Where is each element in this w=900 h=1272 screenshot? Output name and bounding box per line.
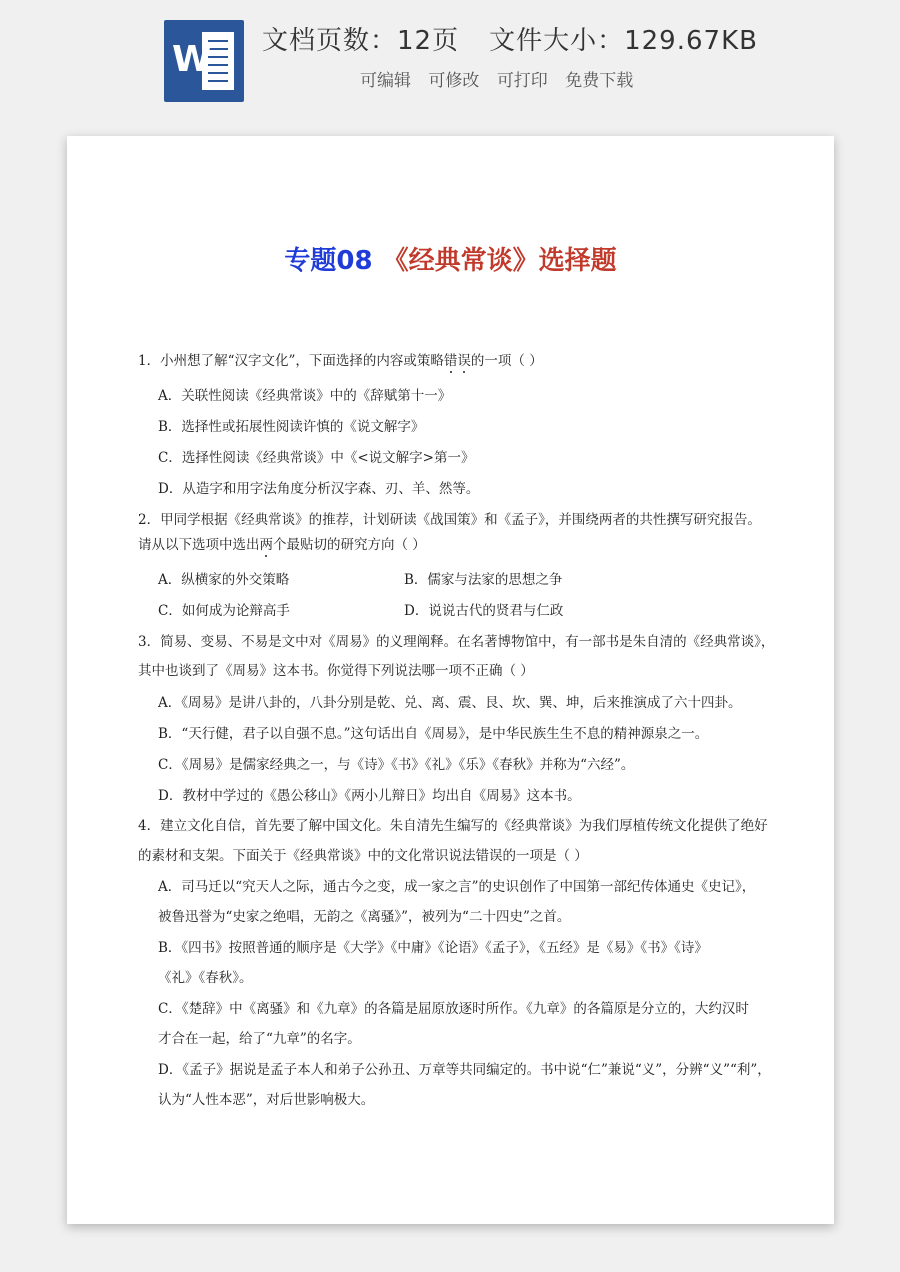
question-2-stem-line-1: 2．甲同学根据《经典常谈》的推荐，计划研读《战国策》和《孟子》，并围绕两者的共性撰写研究报告。 xyxy=(138,512,761,528)
question-4-option-b-line-2: 《礼》《春秋》。 xyxy=(158,970,253,986)
question-4-stem-line-2: 的素材和支架。下面关于《经典常谈》中的文化常识说法错误的一项是（ ） xyxy=(138,848,588,864)
question-3-option-b: B．“天行健，君子以自强不息。”这句话出自《周易》，是中华民族生生不息的精神源泉之一。 xyxy=(158,726,709,742)
question-4-option-a-line-1: A．司马迁以“究天人之际，通古今之变，成一家之言”的史识创作了中国第一部纪传体通史《史记》， xyxy=(158,879,756,895)
page-count: 文档页数：12页 xyxy=(262,26,460,56)
question-1-stem: 1．小州想了解“汉字文化”，下面选择的内容或策略错误的一项（ ） xyxy=(138,353,543,369)
question-3-option-a: A．《周易》是讲八卦的，八卦分别是乾、兑、离、震、艮、坎、巽、坤，后来推演成了六十四卦。 xyxy=(158,695,742,711)
word-doc-icon xyxy=(164,20,244,102)
feature-modifiable: 可修改 xyxy=(428,71,480,91)
header-banner xyxy=(0,0,900,130)
question-4-option-d-line-1: D．《孟子》据说是孟子本人和弟子公孙丑、万章等共同编定的。书中说“仁”兼说“义”，分辨“义”“利”， xyxy=(158,1062,771,1078)
file-size: 文件大小：129.67KB xyxy=(489,26,758,56)
document-page xyxy=(67,136,834,1224)
question-4-stem-line-1: 4．建立文化自信，首先要了解中国文化。朱自清先生编写的《经典常谈》为我们厚植传统文化提供了绝好 xyxy=(138,818,768,834)
question-3-stem-line-2: 其中也谈到了《周易》这本书。你觉得下列说法哪一项不正确（ ） xyxy=(138,663,534,679)
question-4-option-c-line-1: C．《楚辞》中《离骚》和《九章》的各篇是屈原放逐时所作。《九章》的各篇原是分立的，大约汉时 xyxy=(158,1001,749,1017)
feature-list xyxy=(360,66,645,91)
question-2-option-a: A．纵横家的外交策略 xyxy=(158,572,290,588)
question-3-option-c: C．《周易》是儒家经典之一，与《诗》《书》《礼》《乐》《春秋》并称为“六经”。 xyxy=(158,757,635,773)
question-4-option-d-line-2: 认为“人性本恶”，对后世影响极大。 xyxy=(158,1092,375,1108)
question-4-option-b-line-1: B．《四书》按照普通的顺序是《大学》《中庸》《论语》《孟子》，《五经》是《易》《书》《诗》 xyxy=(158,940,708,956)
question-4-option-a-line-2: 被鲁迅誉为“史家之绝唱，无韵之《离骚》”，被列为“二十四史”之首。 xyxy=(158,909,571,925)
question-1-option-d: D．从造字和用字法角度分析汉字森、刃、羊、然等。 xyxy=(158,481,480,497)
feature-free-download: 免费下载 xyxy=(565,71,634,91)
question-2-option-b: B．儒家与法家的思想之争 xyxy=(404,572,563,588)
word-letter: W xyxy=(172,39,212,80)
question-2-option-c: C．如何成为论辩高手 xyxy=(158,603,290,619)
feature-editable: 可编辑 xyxy=(360,71,411,91)
feature-printable: 可打印 xyxy=(496,71,548,91)
question-2-option-d: D．说说古代的贤君与仁政 xyxy=(404,603,564,619)
question-1-option-c: C．选择性阅读《经典常谈》中《<说文解字>第一》 xyxy=(158,450,475,466)
question-4-option-c-line-2: 才合在一起，给了“九章”的名字。 xyxy=(158,1031,361,1047)
page-title xyxy=(67,240,834,277)
title-topic: 专题08 xyxy=(284,246,373,276)
question-2-stem-line-2: 请从以下选项中选出两个最贴切的研究方向（ ） xyxy=(138,537,426,553)
file-meta xyxy=(262,20,758,57)
question-1-option-a: A．关联性阅读《经典常谈》中的《辞赋第十一》 xyxy=(158,388,452,404)
question-1-option-b: B．选择性或拓展性阅读许慎的《说文解字》 xyxy=(158,419,425,435)
title-subject: 《经典常谈》选择题 xyxy=(382,246,617,276)
question-3-option-d: D．教材中学过的《愚公移山》《两小儿辩日》均出自《周易》这本书。 xyxy=(158,788,581,804)
question-3-stem-line-1: 3．简易、变易、不易是文中对《周易》的义理阐释。在名著博物馆中，有一部书是朱自清的《经典常谈》， xyxy=(138,634,775,650)
